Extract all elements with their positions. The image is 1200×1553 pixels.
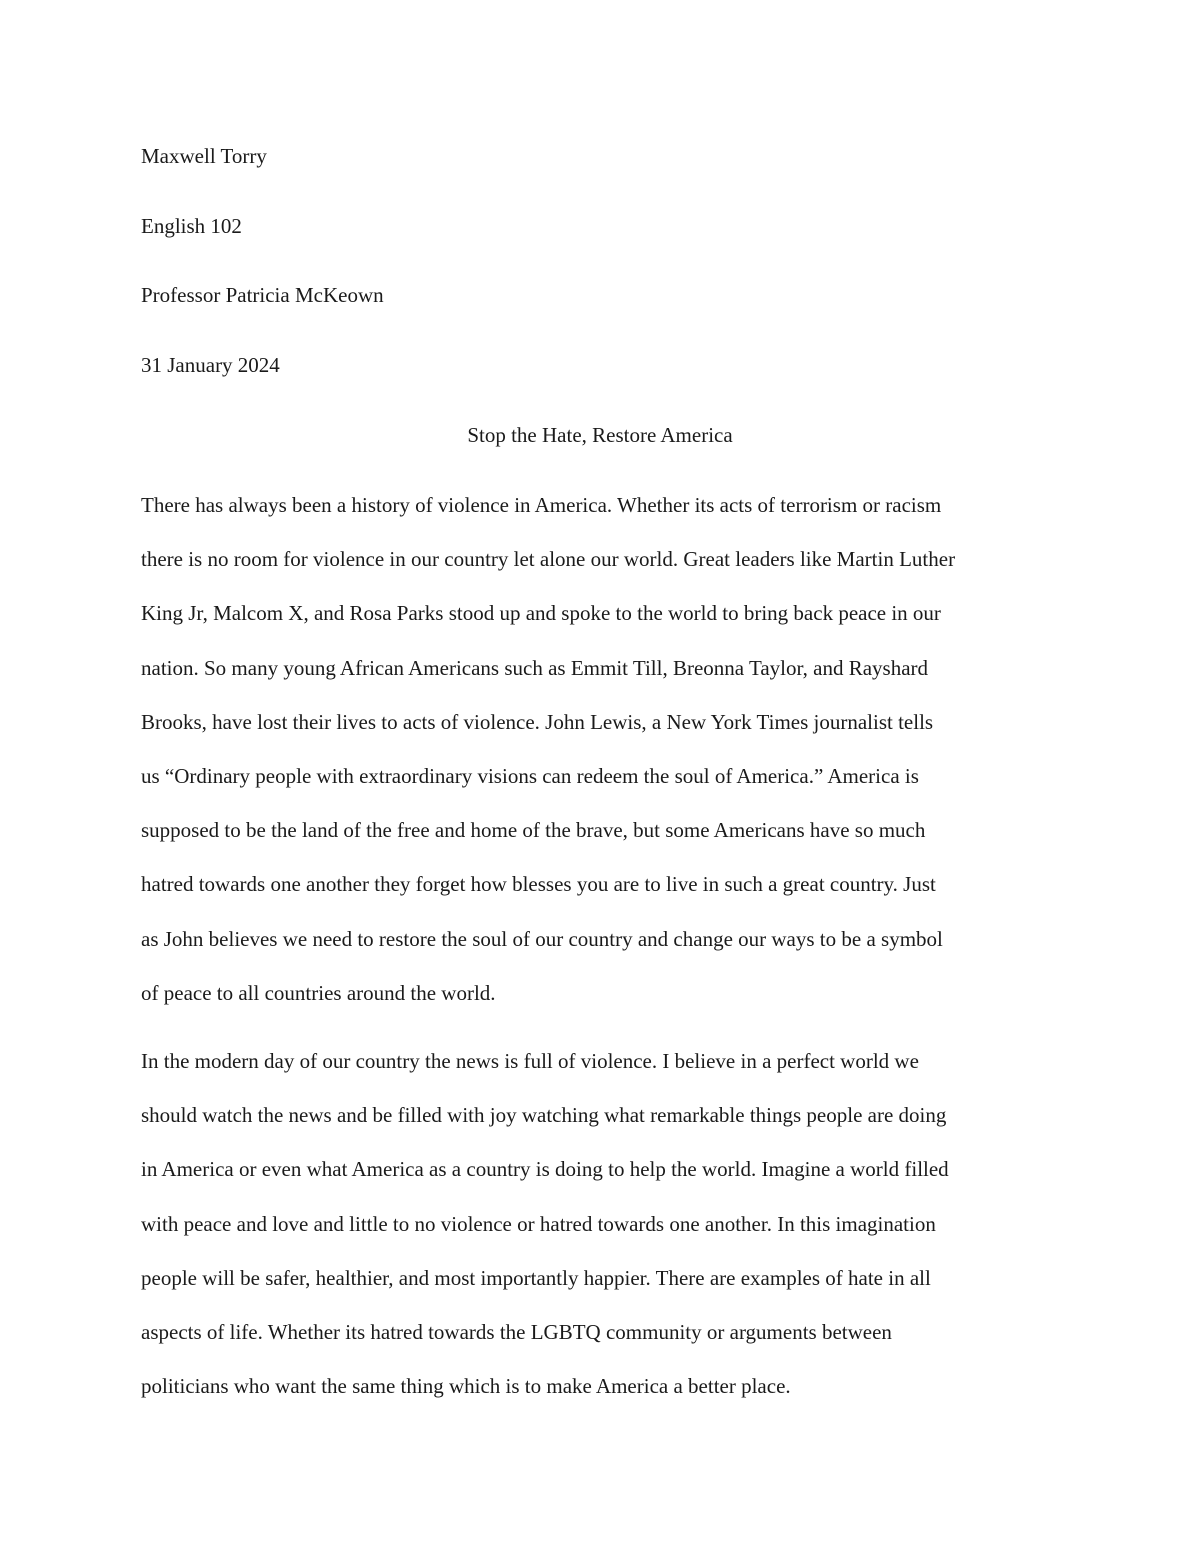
paragraph-line: nation. So many young African Americans such as Emmit Till, Breonna Taylor, and Rayshard	[141, 655, 929, 680]
paragraph-line: as John believes we need to restore the soul of our country and change our ways to be a symbol	[141, 926, 943, 951]
submission-date: 31 January 2024	[141, 353, 280, 377]
student-name: Maxwell Torry	[141, 144, 267, 168]
paragraph-line: aspects of life. Whether its hatred towards the LGBTQ community or arguments between	[141, 1319, 892, 1344]
paragraph-line: in America or even what America as a country is doing to help the world. Imagine a world filled	[141, 1157, 949, 1182]
paragraph-line: There has always been a history of violence in America. Whether its acts of terrorism or racism	[141, 493, 942, 517]
paragraph-line: Brooks, have lost their lives to acts of violence. John Lewis, a New York Times journalist tells	[141, 709, 934, 734]
professor-name: Professor Patricia McKeown	[141, 283, 384, 307]
paragraph-line: should watch the news and be filled with joy watching what remarkable things people are doing	[141, 1103, 947, 1128]
paragraph-line: us “Ordinary people with extraordinary visions can redeem the soul of America.” America is	[141, 763, 919, 788]
paragraph-line: hatred towards one another they forget how blesses you are to live in such a great country. Just	[141, 872, 936, 897]
paragraph-line: In the modern day of our country the news is full of violence. I believe in a perfect world we	[141, 1049, 919, 1073]
paragraph-line: supposed to be the land of the free and home of the brave, but some Americans have so much	[141, 818, 926, 843]
paragraph-line: politicians who want the same thing which is to make America a better place.	[141, 1374, 791, 1399]
paragraph-line: people will be safer, healthier, and most importantly happier. There are examples of hate in all	[141, 1265, 931, 1290]
paragraph-line: King Jr, Malcom X, and Rosa Parks stood up and spoke to the world to bring back peace in our	[141, 601, 941, 626]
course-name: English 102	[141, 214, 242, 238]
body-paragraph	[141, 478, 1071, 1020]
paragraph-line: with peace and love and little to no violence or hatred towards one another. In this imagination	[141, 1211, 936, 1236]
paragraph-line: there is no room for violence in our country let alone our world. Great leaders like Martin Luther	[141, 547, 956, 572]
essay-title: Stop the Hate, Restore America	[467, 423, 733, 447]
paragraph-line: of peace to all countries around the world.	[141, 980, 496, 1005]
body-paragraph	[141, 1034, 1071, 1413]
